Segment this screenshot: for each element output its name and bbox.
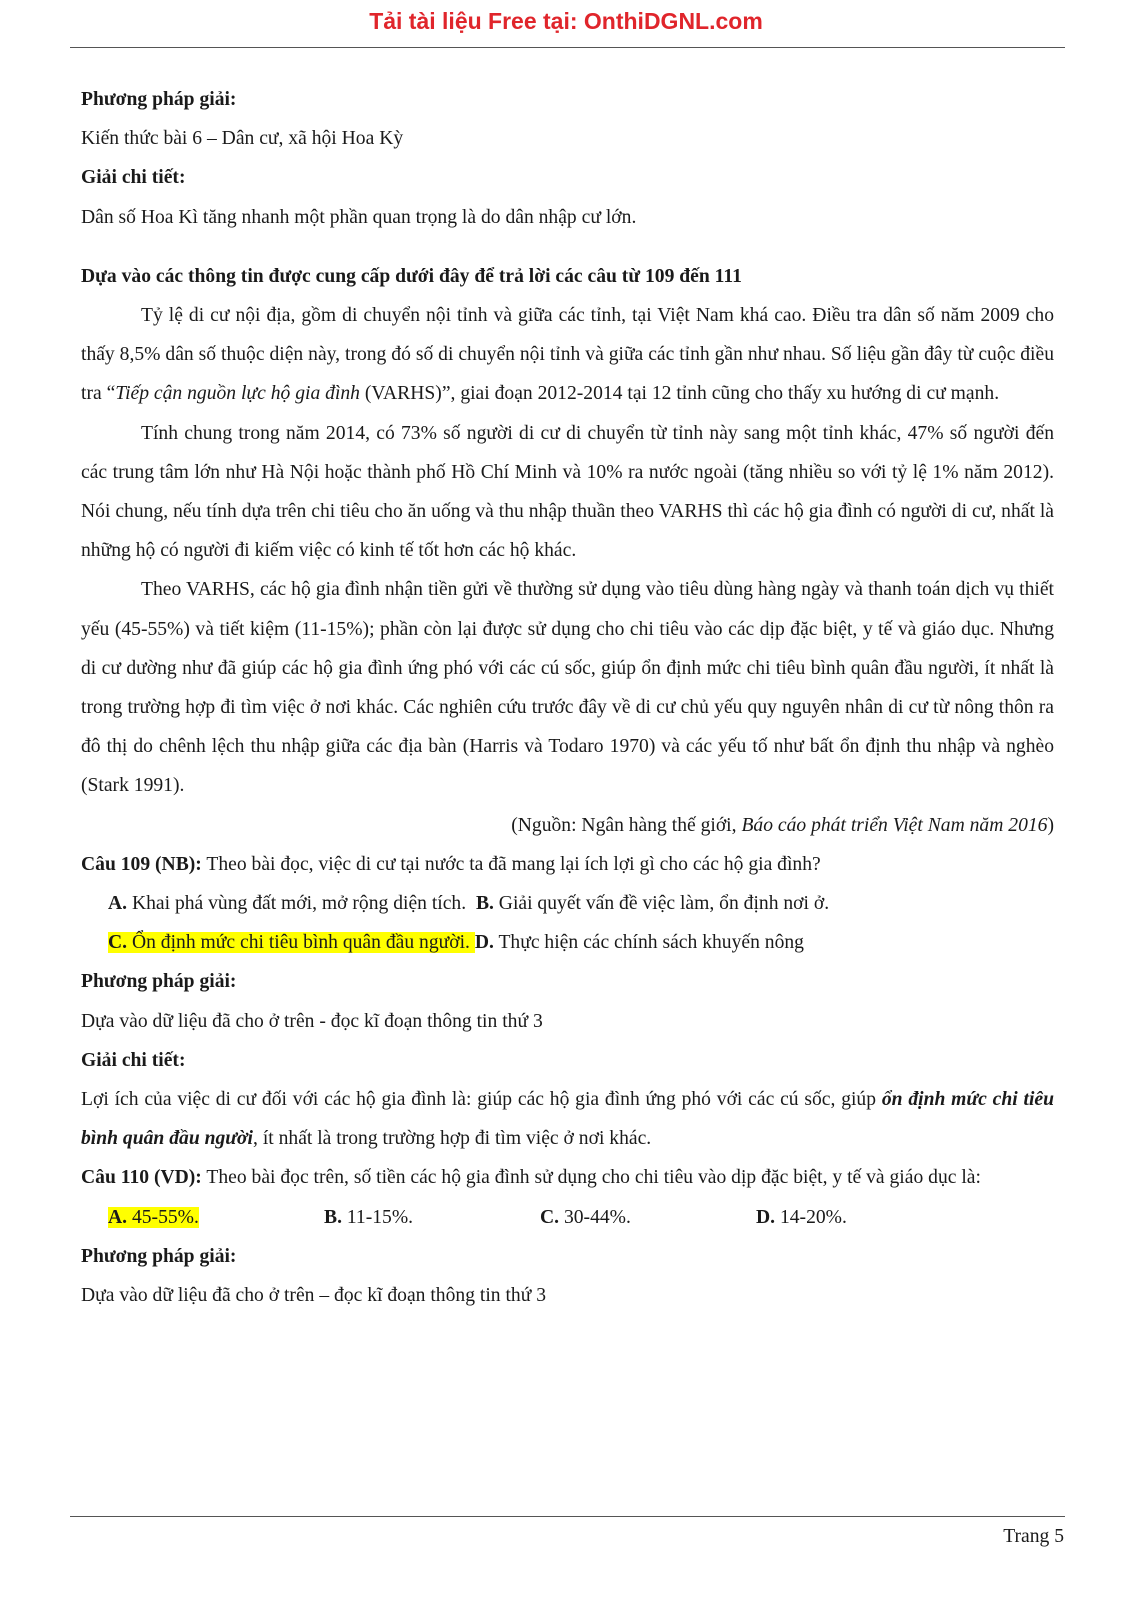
passage-p1-italic: Tiếp cận nguồn lực hộ gia đình [115,383,360,405]
option-text: Giải quyết vấn đề việc làm, ổn định nơi ở. [493,893,830,915]
q109-method-label: Phương pháp giải: [81,971,237,993]
q109-detail-a: Lợi ích của việc di cư đối với các hộ gia đình là: giúp các hộ gia đình ứng phó với các cú sốc, giúp [81,1089,882,1111]
option-letter: B. [475,893,494,915]
option-letter: D. [474,932,494,954]
q110-option-a-correct[interactable] [108,1207,199,1228]
passage-paragraph-1 [81,296,1054,414]
spacer [81,237,1054,257]
page-number: Trang 5 [1003,1526,1064,1547]
q110-label: Câu 110 (VD): [81,1167,202,1189]
q110-options [81,1198,1054,1237]
option-letter: D. [756,1206,776,1228]
q110-option-d[interactable] [756,1198,972,1237]
q110-text: Theo bài đọc trên, số tiền các hộ gia đình sử dụng cho chi tiêu vào dịp đặc biệt, y tế và giáo dục là: [201,1167,981,1189]
header-rule [70,47,1065,48]
option-text: 11-15%. [341,1206,414,1228]
q109-option-d[interactable] [475,932,804,953]
prev-detail-text: Dân số Hoa Kì tăng nhanh một phần quan trọng là do dân nhập cư lớn. [81,206,637,228]
option-text: Ổn định mức chi tiêu bình quân đầu người. [127,932,475,954]
q109-method-text: Dựa vào dữ liệu đã cho ở trên - đọc kĩ đoạn thông tin thứ 3 [81,1010,543,1032]
q109-detail-b: , ít nhất là trong trường hợp đi tìm việc ở nơi khác. [253,1128,652,1150]
option-text: 14-20%. [775,1206,847,1228]
source-italic: Báo cáo phát triển Việt Nam năm 2016 [741,814,1048,836]
q110-method-text: Dựa vào dữ liệu đã cho ở trên – đọc kĩ đoạn thông tin thứ 3 [81,1285,547,1307]
option-text: Khai phá vùng đất mới, mở rộng diện tích. [127,893,467,915]
q110-option-a-cell [108,1198,324,1237]
question-109 [81,845,1054,884]
q109-options-row-1 [81,884,1054,923]
prev-method-text: Kiến thức bài 6 – Dân cư, xã hội Hoa Kỳ [81,128,404,150]
q109-detail-label: Giải chi tiết: [81,1049,186,1071]
q110-method-label: Phương pháp giải: [81,1245,237,1267]
q109-options-row-2 [81,923,1054,962]
option-text: 30-44%. [559,1206,631,1228]
option-letter: A. [108,1206,128,1228]
q109-detail-text [81,1080,1054,1158]
passage-p1-b: (VARHS)”, giai đoạn 2012-2014 tại 12 tỉnh cũng cho thấy xu hướng di cư mạnh. [359,383,1000,405]
footer-rule [70,1516,1065,1517]
question-110 [81,1158,1054,1197]
prev-detail-label: Giải chi tiết: [81,167,186,189]
q110-option-b[interactable] [324,1198,540,1237]
passage-intro: Dựa vào các thông tin được cung cấp dưới đây để trả lời các câu từ 109 đến 111 [81,265,742,287]
source-a: (Nguồn: Ngân hàng thế giới, [511,814,742,836]
option-text: Thực hiện các chính sách khuyến nông [493,932,804,954]
page-content [81,80,1054,1315]
q109-option-b[interactable] [476,893,829,914]
passage-p1-a: Tỷ lệ di cư nội địa, gồm di chuyển nội tỉnh và giữa các tỉnh, tại Việt Nam khá cao. Điều tra dân số năm 2009 cho thấy 8,5% dân số thuộc diện này, trong đó số di chuyển nội tỉnh và giữa các tỉnh gần như nhau. Số liệu gần đây từ cuộc điều tra “ [81,305,1054,405]
passage-source [81,806,1054,845]
option-text: 45-55%. [127,1206,199,1228]
source-b: ) [1047,814,1054,836]
q110-option-c[interactable] [540,1198,756,1237]
q109-option-a[interactable] [108,893,466,914]
passage-paragraph-3: Theo VARHS, các hộ gia đình nhận tiền gửi về thường sử dụng vào tiêu dùng hàng ngày và thanh toán dịch vụ thiết yếu (45-55%) và tiết kiệm (11-15%); phần còn lại được sử dụng cho chi tiêu vào các dịp đặc biệt, y tế và giáo dục. Nhưng di cư dường như đã giúp các hộ gia đình ứng phó với các cú sốc, giúp ổn định mức chi tiêu bình quân đầu người, ít nhất là trong trường hợp đi tìm việc ở nơi khác. Các nghiên cứu trước đây về di cư chủ yếu quy nguyên nhân di cư từ nông thôn ra đô thị do chênh lệch thu nhập giữa các địa bàn (Harris và Todaro 1970) và các yếu tố như bất ổn định thu nhập và nghèo (Stark 1991). [81,579,1054,797]
option-letter: C. [108,932,128,954]
option-letter: C. [540,1206,560,1228]
option-letter: B. [324,1206,342,1228]
option-letter: A. [108,893,128,915]
q109-text: Theo bài đọc, việc di cư tại nước ta đã mang lại ích lợi gì cho các hộ gia đình? [201,853,821,875]
q109-label: Câu 109 (NB): [81,853,202,875]
passage-paragraph-2: Tính chung trong năm 2014, có 73% số người di cư di chuyển từ tỉnh này sang một tỉnh khác, 47% số người đến các trung tâm lớn như Hà Nội hoặc thành phố Hồ Chí Minh và 10% ra nước ngoài (tăng nhiều so với tỷ lệ 1% năm 2012). Nói chung, nếu tính dựa trên chi tiêu cho ăn uống và thu nhập thuần theo VARHS thì các hộ gia đình có người di cư, nhất là những hộ có người đi kiếm việc có kinh tế tốt hơn các hộ khác. [81,422,1054,562]
q109-detail-emphasis: ổn định mức chi tiêu bình quân đầu người [81,1089,1054,1150]
site-banner-link[interactable]: Tải tài liệu Free tại: OnthiDGNL.com [369,8,763,34]
prev-method-label: Phương pháp giải: [81,89,237,110]
q109-option-c-correct[interactable] [108,932,475,953]
